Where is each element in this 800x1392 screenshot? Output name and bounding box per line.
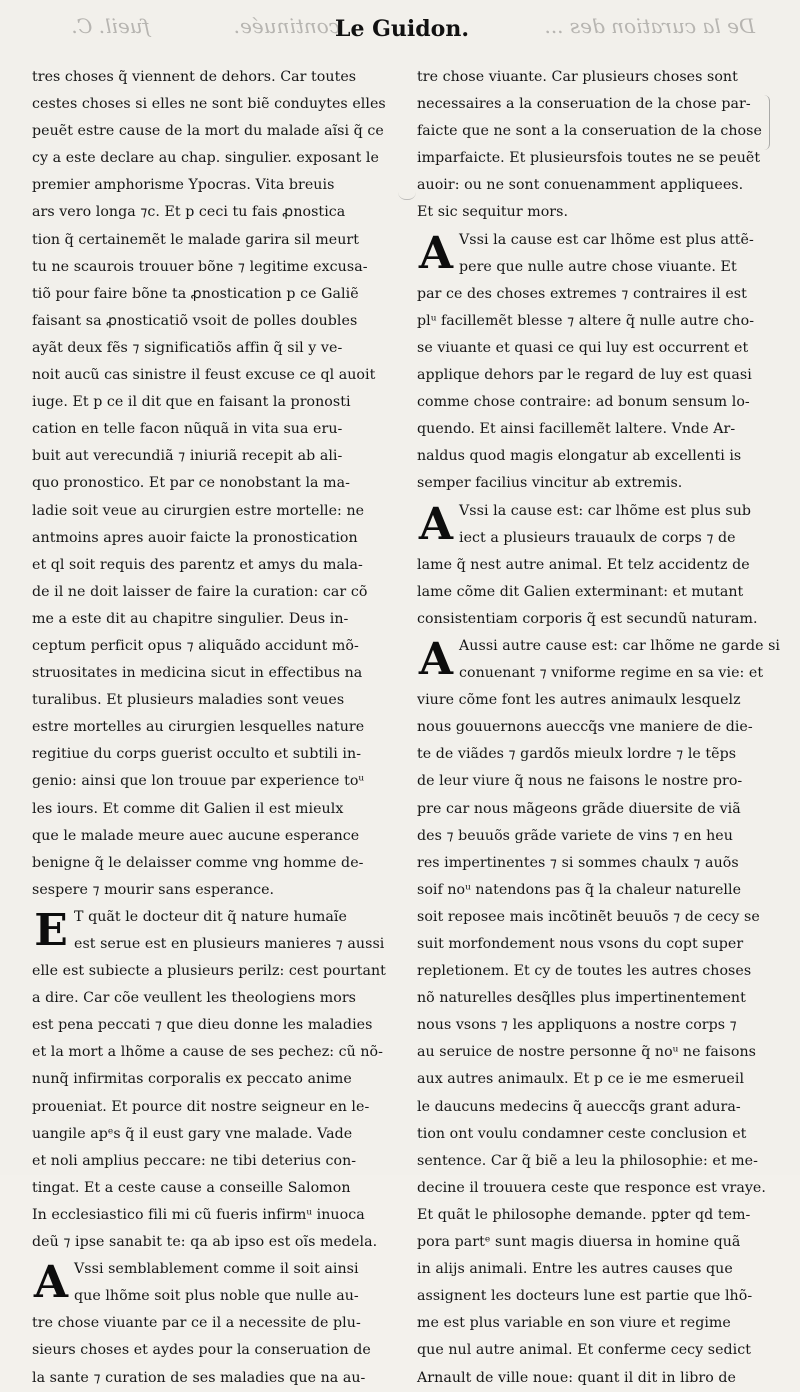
text-line: la sante ⁊ curation de ses maladies que na au-	[32, 1369, 366, 1386]
right-text-column	[417, 64, 781, 1386]
text-line: repletionem. Et cy de toutes les autres choses	[417, 963, 752, 980]
text-line: Vssi la cause est: car lhõme est plus sub	[459, 502, 752, 519]
text-line: lame q̃ nest autre animal. Et telz accidentz de	[417, 556, 750, 573]
text-line: de il ne doit laisser de faire la curation: car cõ	[32, 583, 368, 600]
text-line: cy a este declare au chap. singulier. exposant le	[32, 150, 379, 167]
text-line: antmoins apres auoir faicte la pronostication	[32, 529, 358, 546]
text-line: des ⁊ beuuõs grãde variete de vins ⁊ en heu	[417, 827, 733, 844]
bleed-through-middle: continuée.	[233, 14, 340, 38]
left-text-column	[32, 64, 388, 1386]
text-line: res impertinentes ⁊ si sommes chaulx ⁊ auõs	[417, 854, 739, 871]
text-line: me a este dit au chapitre singulier. Deus in-	[32, 610, 349, 627]
text-line: et noli amplius peccare: ne tibi deterius con-	[32, 1152, 357, 1169]
text-line: proueniat. Et pource dit nostre seigneur en le-	[32, 1098, 370, 1115]
text-line: turalibus. Et plusieurs maladies sont veues	[32, 692, 345, 709]
text-line: a dire. Car cõe veullent les theologiens mors	[32, 990, 356, 1007]
text-line: ars vero longa ⁊c. Et p ceci tu fais ꝓnostica	[32, 204, 346, 221]
text-line: Arnault de ville noue: quant il dit in libro de	[417, 1369, 736, 1386]
text-line: se viuante et quasi ce qui luy est occurrent et	[417, 339, 749, 356]
text-line: pora partᵉ sunt magis diuersa in homine quã	[417, 1234, 741, 1251]
text-line: tion ont voulu condamner ceste conclusion et	[417, 1125, 747, 1142]
text-line: tu ne scaurois trouuer bõne ⁊ legitime excusa-	[32, 258, 368, 275]
text-line: sieurs choses et aydes pour la conseruation de	[32, 1342, 371, 1359]
text-line: ayãt deux fẽs ⁊ significatiõs affin q̃ sil y ve-	[32, 339, 343, 356]
paragraph	[417, 227, 762, 498]
text-line: iect a plusieurs trauaulx de corps ⁊ de	[459, 529, 736, 546]
text-line: conuenant ⁊ vniforme regime en sa vie: et	[459, 665, 764, 682]
drop-initial: E	[34, 904, 68, 956]
paragraph	[32, 904, 388, 1256]
bleed-through-left: fueil. C.	[71, 14, 150, 38]
bleed-through-right: De la curation des ...	[544, 14, 755, 38]
text-line: quo pronostico. Et par ce nonobstant la ma-	[32, 475, 350, 492]
text-line: de leur viure q̃ nous ne faisons le nostre pro-	[417, 773, 743, 790]
text-line: le daucuns medecins q̃ aueccq̃s grant adura-	[417, 1098, 741, 1115]
text-line: necessaires a la conseruation de la chose par-	[417, 96, 751, 113]
text-line: genio: ainsi que lon trouue par experience toᵘ	[32, 773, 365, 790]
text-line: ladie soit veue au cirurgien estre mortelle: ne	[32, 502, 365, 519]
text-line: T quãt le docteur dit q̃ nature humaĩe	[74, 908, 347, 925]
text-line: soit reposee mais incõtinẽt beuuõs ⁊ de cecy se	[417, 908, 760, 925]
text-line: benigne q̃ le delaisser comme vng homme de-	[32, 854, 364, 871]
text-line: semper facilius vincitur ab extremis.	[417, 475, 683, 492]
drop-initial: A	[418, 633, 454, 685]
text-line: pere que nulle autre chose viuante. Et	[459, 258, 737, 275]
text-line: naldus quod magis elongatur ab excellenti is	[417, 448, 742, 465]
text-line: cation en telle facon nũquã in vita sua eru-	[32, 421, 343, 438]
margin-curl-mark	[398, 190, 416, 200]
paragraph	[417, 498, 762, 633]
text-line: quendo. Et ainsi facillemẽt laltere. Vnde Ar-	[417, 421, 736, 438]
text-line: cestes choses si elles ne sont biẽ conduytes elles	[32, 96, 386, 113]
text-line: et la mort a lhõme a cause de ses pechez: cũ nõ-	[32, 1044, 383, 1061]
text-line: premier amphorisme Ypocras. Vita breuis	[32, 177, 335, 194]
text-line: au seruice de nostre personne q̃ noᵘ ne faisons	[417, 1044, 756, 1061]
text-line: nous vsons ⁊ les appliquons a nostre corps ⁊	[417, 1017, 737, 1034]
text-line: buit aut verecundiã ⁊ iniuriã recepit ab ali-	[32, 448, 343, 465]
text-line: in alijs animali. Entre les autres causes que	[417, 1261, 733, 1278]
text-line: Aussi autre cause est: car lhõme ne garde si	[459, 637, 781, 654]
text-line: me est plus variable en son viure et regime	[417, 1315, 731, 1332]
text-line: sespere ⁊ mourir sans esperance.	[32, 881, 275, 898]
text-line: applique dehors par le regard de luy est quasi	[417, 367, 752, 384]
text-line: soif noᵘ natendons pas q̃ la chaleur naturelle	[417, 881, 742, 898]
text-line: comme chose contraire: ad bonum sensum lo-	[417, 394, 750, 411]
text-line: tres choses q̃ viennent de dehors. Car toutes	[32, 69, 357, 85]
text-line: imparfaicte. Et plusieursfois toutes ne se peuẽt	[417, 150, 761, 167]
text-line: est serue est en plusieurs manieres ⁊ aussi	[74, 936, 385, 952]
text-line: lame cõme dit Galien exterminant: et mutant	[417, 583, 744, 600]
text-line: suit morfondement nous vsons du copt super	[417, 936, 744, 952]
text-line: aux autres animaulx. Et p ce ie me esmerueil	[417, 1071, 745, 1088]
text-line: uangile apᵉs q̃ il eust gary vne malade. Vade	[32, 1125, 353, 1142]
text-line: que le malade meure auec aucune esperance	[32, 827, 360, 844]
text-line: Vssi la cause est car lhõme est plus attẽ-	[459, 231, 754, 248]
text-line: Vssi semblablement comme il soit ainsi	[74, 1261, 359, 1278]
text-line: Et quãt le philosophe demande. pꝑter qd tem-	[417, 1206, 751, 1223]
running-head: Le Guidon.	[335, 16, 469, 42]
text-line: auoir: ou ne sont conuenamment appliquees.	[417, 177, 744, 194]
text-line: nõ naturelles desq̃lles plus impertinentement	[417, 990, 746, 1007]
drop-initial: A	[418, 227, 454, 279]
text-line: peuẽt estre cause de la mort du malade aĩsi q̃ ce	[32, 123, 384, 140]
text-line: elle est subiecte a plusieurs perilz: cest pourtant	[32, 963, 386, 980]
text-line: par ce des choses extremes ⁊ contraires il est	[417, 285, 747, 302]
paragraph	[417, 64, 762, 227]
text-line: Et sic sequitur mors.	[417, 204, 569, 221]
text-line: tion q̃ certainemẽt le malade garira sil meurt	[32, 231, 359, 248]
text-line: que lhõme soit plus noble que nulle au-	[74, 1288, 359, 1305]
text-line: faisant sa ꝓnosticatiõ vsoit de polles doubles	[32, 312, 358, 329]
text-line: te de viãdes ⁊ gardõs mieulx lordre ⁊ le tẽps	[417, 746, 737, 763]
text-line: In ecclesiastico fili mi cũ fueris infirmᵘ inuoca	[32, 1206, 365, 1223]
text-line: faicte que ne sont a la conseruation de la chose	[417, 123, 762, 140]
text-line: pre car nous mãgeons grãde diuersite de viã	[417, 800, 741, 817]
text-line: noit aucũ cas sinistre il feust excuse ce ql auoit	[32, 367, 376, 384]
text-line: est pena peccati ⁊ que dieu donne les maladies	[32, 1017, 373, 1034]
text-line: assignent les docteurs lune est partie que lhõ-	[417, 1288, 753, 1305]
text-line: tre chose viuante. Car plusieurs choses sont	[417, 69, 738, 85]
text-line: sentence. Car q̃ biẽ a leu la philosophie: et me-	[417, 1152, 758, 1169]
text-line: que nul autre animal. Et conferme cecy sedict	[417, 1342, 752, 1359]
text-line: tiõ pour faire bõne ta ꝓnostication p ce Galiẽ	[32, 285, 359, 302]
text-line: estre mortelles au cirurgien lesquelles nature	[32, 719, 365, 736]
text-line: les iours. Et comme dit Galien il est mieulx	[32, 800, 344, 817]
text-line: struositates in medicina sicut in effectibus na	[32, 665, 363, 682]
text-line: et ql soit requis des parentz et amys du mala-	[32, 556, 363, 573]
text-line: decine il trouuera ceste que responce est vraye.	[417, 1179, 766, 1196]
text-line: tingat. Et a ceste cause a conseille Salomon	[32, 1179, 351, 1196]
text-line: nunq̃ infirmitas corporalis ex peccato anime	[32, 1071, 352, 1088]
text-line: regitiue du corps guerist occulto et subtili in-	[32, 746, 362, 763]
drop-initial: A	[418, 498, 454, 550]
text-line: iuge. Et p ce il dit que en faisant la pronosti	[32, 394, 351, 411]
paragraph	[32, 1256, 388, 1391]
text-line: viure cõme font les autres animaulx lesquelz	[417, 692, 741, 709]
paragraph	[417, 633, 781, 1392]
text-line: nous gouuernons aueccq̃s vne maniere de die-	[417, 719, 753, 736]
drop-initial: A	[33, 1257, 69, 1309]
text-line: consistentiam corporis q̃ est secundũ naturam.	[417, 610, 758, 627]
paragraph	[32, 64, 388, 904]
text-line: plᵘ facillemẽt blesse ⁊ altere q̃ nulle autre cho-	[417, 312, 755, 329]
text-line: deũ ⁊ ipse sanabit te: qa ab ipso est oĩs medela.	[32, 1234, 378, 1251]
text-line: ceptum perficit opus ⁊ aliquãdo accidunt mõ-	[32, 637, 359, 654]
text-line: tre chose viuante par ce il a necessite de plu-	[32, 1315, 361, 1332]
